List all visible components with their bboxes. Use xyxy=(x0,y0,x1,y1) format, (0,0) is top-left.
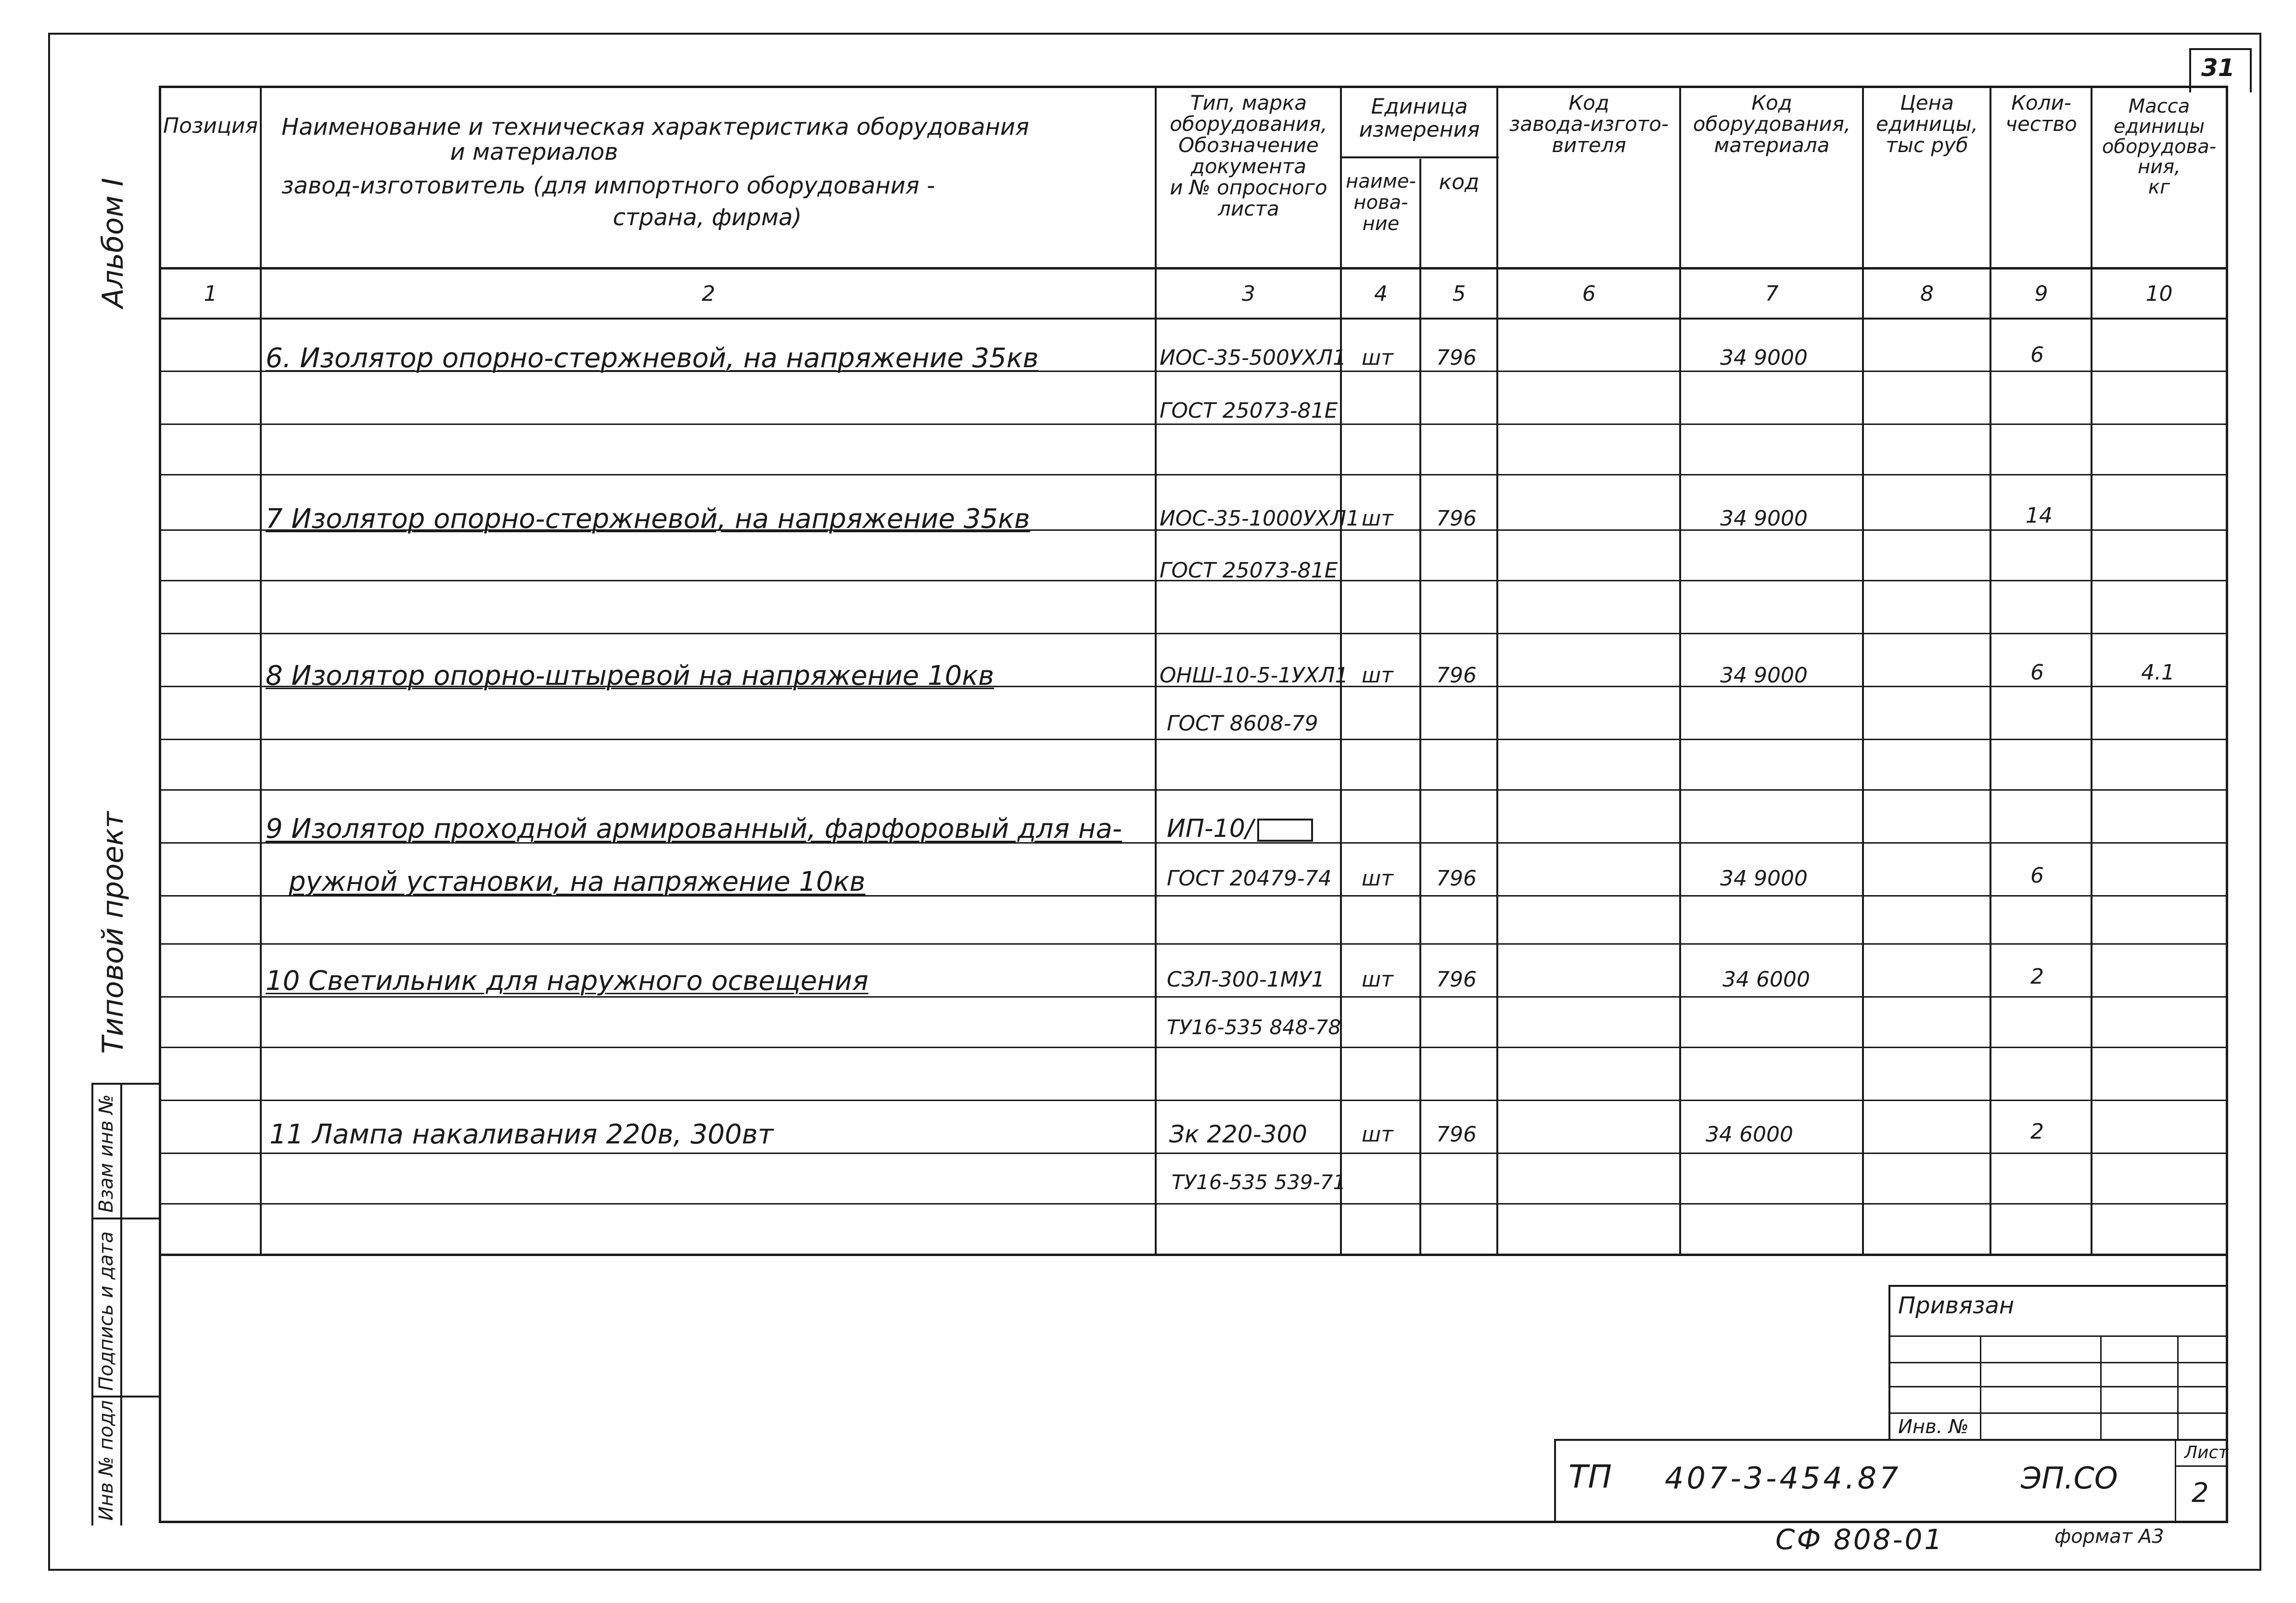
header-unit-name: наиме- нова- ние xyxy=(1346,170,1416,235)
item-qty: 2 xyxy=(2030,1119,2044,1144)
item-material-code: 34 9000 xyxy=(1720,506,1808,531)
col-number: 10 xyxy=(2145,282,2173,306)
footer-format: формат А3 xyxy=(2054,1526,2164,1548)
inner-frame-top xyxy=(159,86,2228,88)
stamp-sheet-left xyxy=(2175,1439,2176,1522)
album-label: Альбом I xyxy=(96,178,130,308)
page-box-right xyxy=(2250,48,2252,92)
item-unit-code: 796 xyxy=(1436,1122,1477,1147)
stamp-sheet-split xyxy=(2175,1465,2228,1467)
stamp-col xyxy=(2100,1335,2102,1439)
item-unit-code: 796 xyxy=(1436,506,1477,531)
header-type: Тип, марка оборудования, Обозначение документа и № опросного листа xyxy=(1170,91,1327,220)
item-unit: шт xyxy=(1362,967,1393,992)
stamp-col xyxy=(2177,1335,2179,1439)
item-material-code: 34 9000 xyxy=(1720,346,1808,370)
header-name-line4: страна, фирма) xyxy=(612,204,802,231)
col-number: 2 xyxy=(702,282,715,306)
item-unit-code: 796 xyxy=(1436,346,1477,370)
side-stamp-sign: Подпись и дата xyxy=(95,1231,117,1391)
stamp-main-left xyxy=(1554,1439,1556,1522)
page-number: 31 xyxy=(2201,54,2235,82)
stamp-tp: ТП xyxy=(1569,1458,1612,1495)
item-qty: 6 xyxy=(2030,343,2044,367)
stamp-inv-no: Инв. № xyxy=(1898,1416,1969,1438)
item-name: 9 Изолятор проходной армированный, фарфоровый для на- xyxy=(266,813,1122,845)
item-unit: шт xyxy=(1362,346,1393,370)
col-line-2 xyxy=(1155,86,1157,1255)
header-position: Позиция xyxy=(163,114,258,138)
frame-top xyxy=(48,33,2261,35)
header-name-line2: и материалов xyxy=(450,139,618,166)
header-price: Цена единицы, тыс руб xyxy=(1875,91,1978,157)
item-doc: ГОСТ 20479-74 xyxy=(1167,866,1332,891)
item-doc: ГОСТ 8608-79 xyxy=(1167,711,1318,736)
item-material-code: 34 6000 xyxy=(1706,1122,1793,1147)
footer-code: СФ 808-01 xyxy=(1775,1523,1944,1556)
header-mass: Масса единицы оборудова- ния, кг xyxy=(2102,95,2217,198)
side-stamp-left xyxy=(91,1083,93,1526)
frame-left xyxy=(48,33,50,1571)
item-material-code: 34 9000 xyxy=(1720,866,1808,891)
item-material-code: 34 6000 xyxy=(1722,967,1810,992)
item-doc: ГОСТ 25073-81Е xyxy=(1160,398,1338,423)
col-number: 4 xyxy=(1374,282,1388,306)
header-unit: Единица измерения xyxy=(1359,94,1480,142)
col-line-1 xyxy=(260,86,262,1255)
item-qty: 2 xyxy=(2030,964,2044,989)
col-number: 5 xyxy=(1452,282,1466,306)
item-unit: шт xyxy=(1362,663,1393,688)
item-qty: 6 xyxy=(2030,863,2044,888)
item-doc: ГОСТ 25073-81Е xyxy=(1160,558,1338,583)
item-qty: 6 xyxy=(2030,660,2044,685)
stamp-col xyxy=(1980,1335,1981,1439)
item-unit-code: 796 xyxy=(1436,866,1477,891)
unit-split-line xyxy=(1340,156,1499,158)
stamp-main-top xyxy=(1554,1439,2228,1441)
project-label: Типовой проект xyxy=(96,811,130,1054)
col-line-4 xyxy=(1419,159,1421,1255)
item-doc: ТУ16-535 539-71 xyxy=(1172,1170,1346,1194)
colnum-bottom xyxy=(159,318,2228,320)
stamp-doc-code: ЭП.СО xyxy=(2021,1461,2118,1496)
header-name-line1: Наименование и техническая характеристика оборудования xyxy=(281,114,1029,141)
header-unit-code: код xyxy=(1439,170,1480,194)
side-stamp-inv: Инв № подл xyxy=(95,1400,117,1521)
frame-right xyxy=(2259,33,2261,1571)
row-line xyxy=(159,1203,2228,1205)
side-stamp-swap: Взам инв № xyxy=(95,1094,117,1213)
item-type: ОНШ-10-5-1УХЛ1 xyxy=(1160,663,1349,688)
stamp-attached: Привязан xyxy=(1898,1292,2015,1319)
item-name: 8 Изолятор опорно-штыревой на напряжение 10кв xyxy=(266,660,995,692)
side-stamp-div1 xyxy=(91,1218,161,1219)
item-type: Зк 220-300 xyxy=(1169,1120,1308,1148)
row-line xyxy=(159,739,2228,740)
table-bottom xyxy=(159,1254,2228,1256)
row-line xyxy=(159,1047,2228,1048)
blank-field-box xyxy=(1257,819,1313,842)
item-unit: шт xyxy=(1362,1122,1393,1147)
item-type: СЗЛ-300-1МУ1 xyxy=(1167,967,1325,992)
item-type: ИОС-35-500УХЛ1 xyxy=(1160,346,1347,370)
header-material-code: Код оборудования, материала xyxy=(1693,91,1851,157)
row-line xyxy=(159,943,2228,945)
col-number: 1 xyxy=(204,282,217,306)
item-name: 7 Изолятор опорно-стержневой, на напряжение 35кв xyxy=(266,503,1030,535)
item-name-continued: ружной установки, на напряжение 10кв xyxy=(289,866,866,898)
col-line-9 xyxy=(2091,86,2092,1255)
header-bottom xyxy=(159,267,2228,269)
page-box-top xyxy=(2189,48,2252,50)
row-line xyxy=(159,474,2228,475)
item-unit-code: 796 xyxy=(1436,663,1477,688)
row-line xyxy=(159,789,2228,791)
header-plant-code: Код завода-изгото- вителя xyxy=(1509,91,1669,157)
item-unit: шт xyxy=(1362,866,1393,891)
item-name: 11 Лампа накаливания 220в, 300вт xyxy=(269,1119,774,1150)
side-stamp-mid xyxy=(120,1083,122,1526)
col-number: 3 xyxy=(1242,282,1255,306)
stamp-sheet-number: 2 xyxy=(2192,1477,2209,1509)
side-stamp-top xyxy=(91,1083,161,1085)
row-line xyxy=(159,423,2228,425)
item-doc: ТУ16-535 848-78 xyxy=(1167,1015,1341,1039)
item-material-code: 34 9000 xyxy=(1720,663,1808,688)
header-quantity: Коли- чество xyxy=(2005,91,2077,136)
item-unit: шт xyxy=(1362,506,1393,531)
col-line-5 xyxy=(1496,86,1498,1255)
inner-frame-right xyxy=(2226,86,2228,1523)
item-type: ИП-10/ xyxy=(1167,814,1313,843)
col-line-7 xyxy=(1862,86,1864,1255)
col-number: 6 xyxy=(1582,282,1596,306)
frame-bottom xyxy=(48,1569,2261,1571)
item-name: 10 Светильник для наружного освещения xyxy=(266,965,868,997)
stamp-top xyxy=(1888,1285,2228,1287)
page-box-left xyxy=(2189,48,2191,92)
row-line xyxy=(159,1100,2228,1101)
item-qty: 14 xyxy=(2026,503,2053,528)
item-unit-code: 796 xyxy=(1436,967,1477,992)
row-line xyxy=(159,1153,2228,1154)
side-stamp-div2 xyxy=(91,1396,161,1398)
stamp-project-code: 407-3-454.87 xyxy=(1665,1461,1901,1496)
stamp-sheet-label: Лист xyxy=(2184,1443,2229,1462)
col-number: 7 xyxy=(1765,282,1779,306)
col-line-8 xyxy=(1990,86,1991,1255)
row-line xyxy=(159,633,2228,634)
header-name-line3: завод-изготовитель (для импортного оборудования - xyxy=(281,172,935,199)
col-number: 8 xyxy=(1920,282,1934,306)
item-type: ИОС-35-1000УХЛ1 xyxy=(1160,506,1360,531)
item-mass: 4.1 xyxy=(2141,660,2175,685)
col-line-6 xyxy=(1679,86,1681,1255)
col-number: 9 xyxy=(2034,282,2048,306)
item-name: 6. Изолятор опорно-стержневой, на напряжение 35кв xyxy=(266,343,1039,374)
